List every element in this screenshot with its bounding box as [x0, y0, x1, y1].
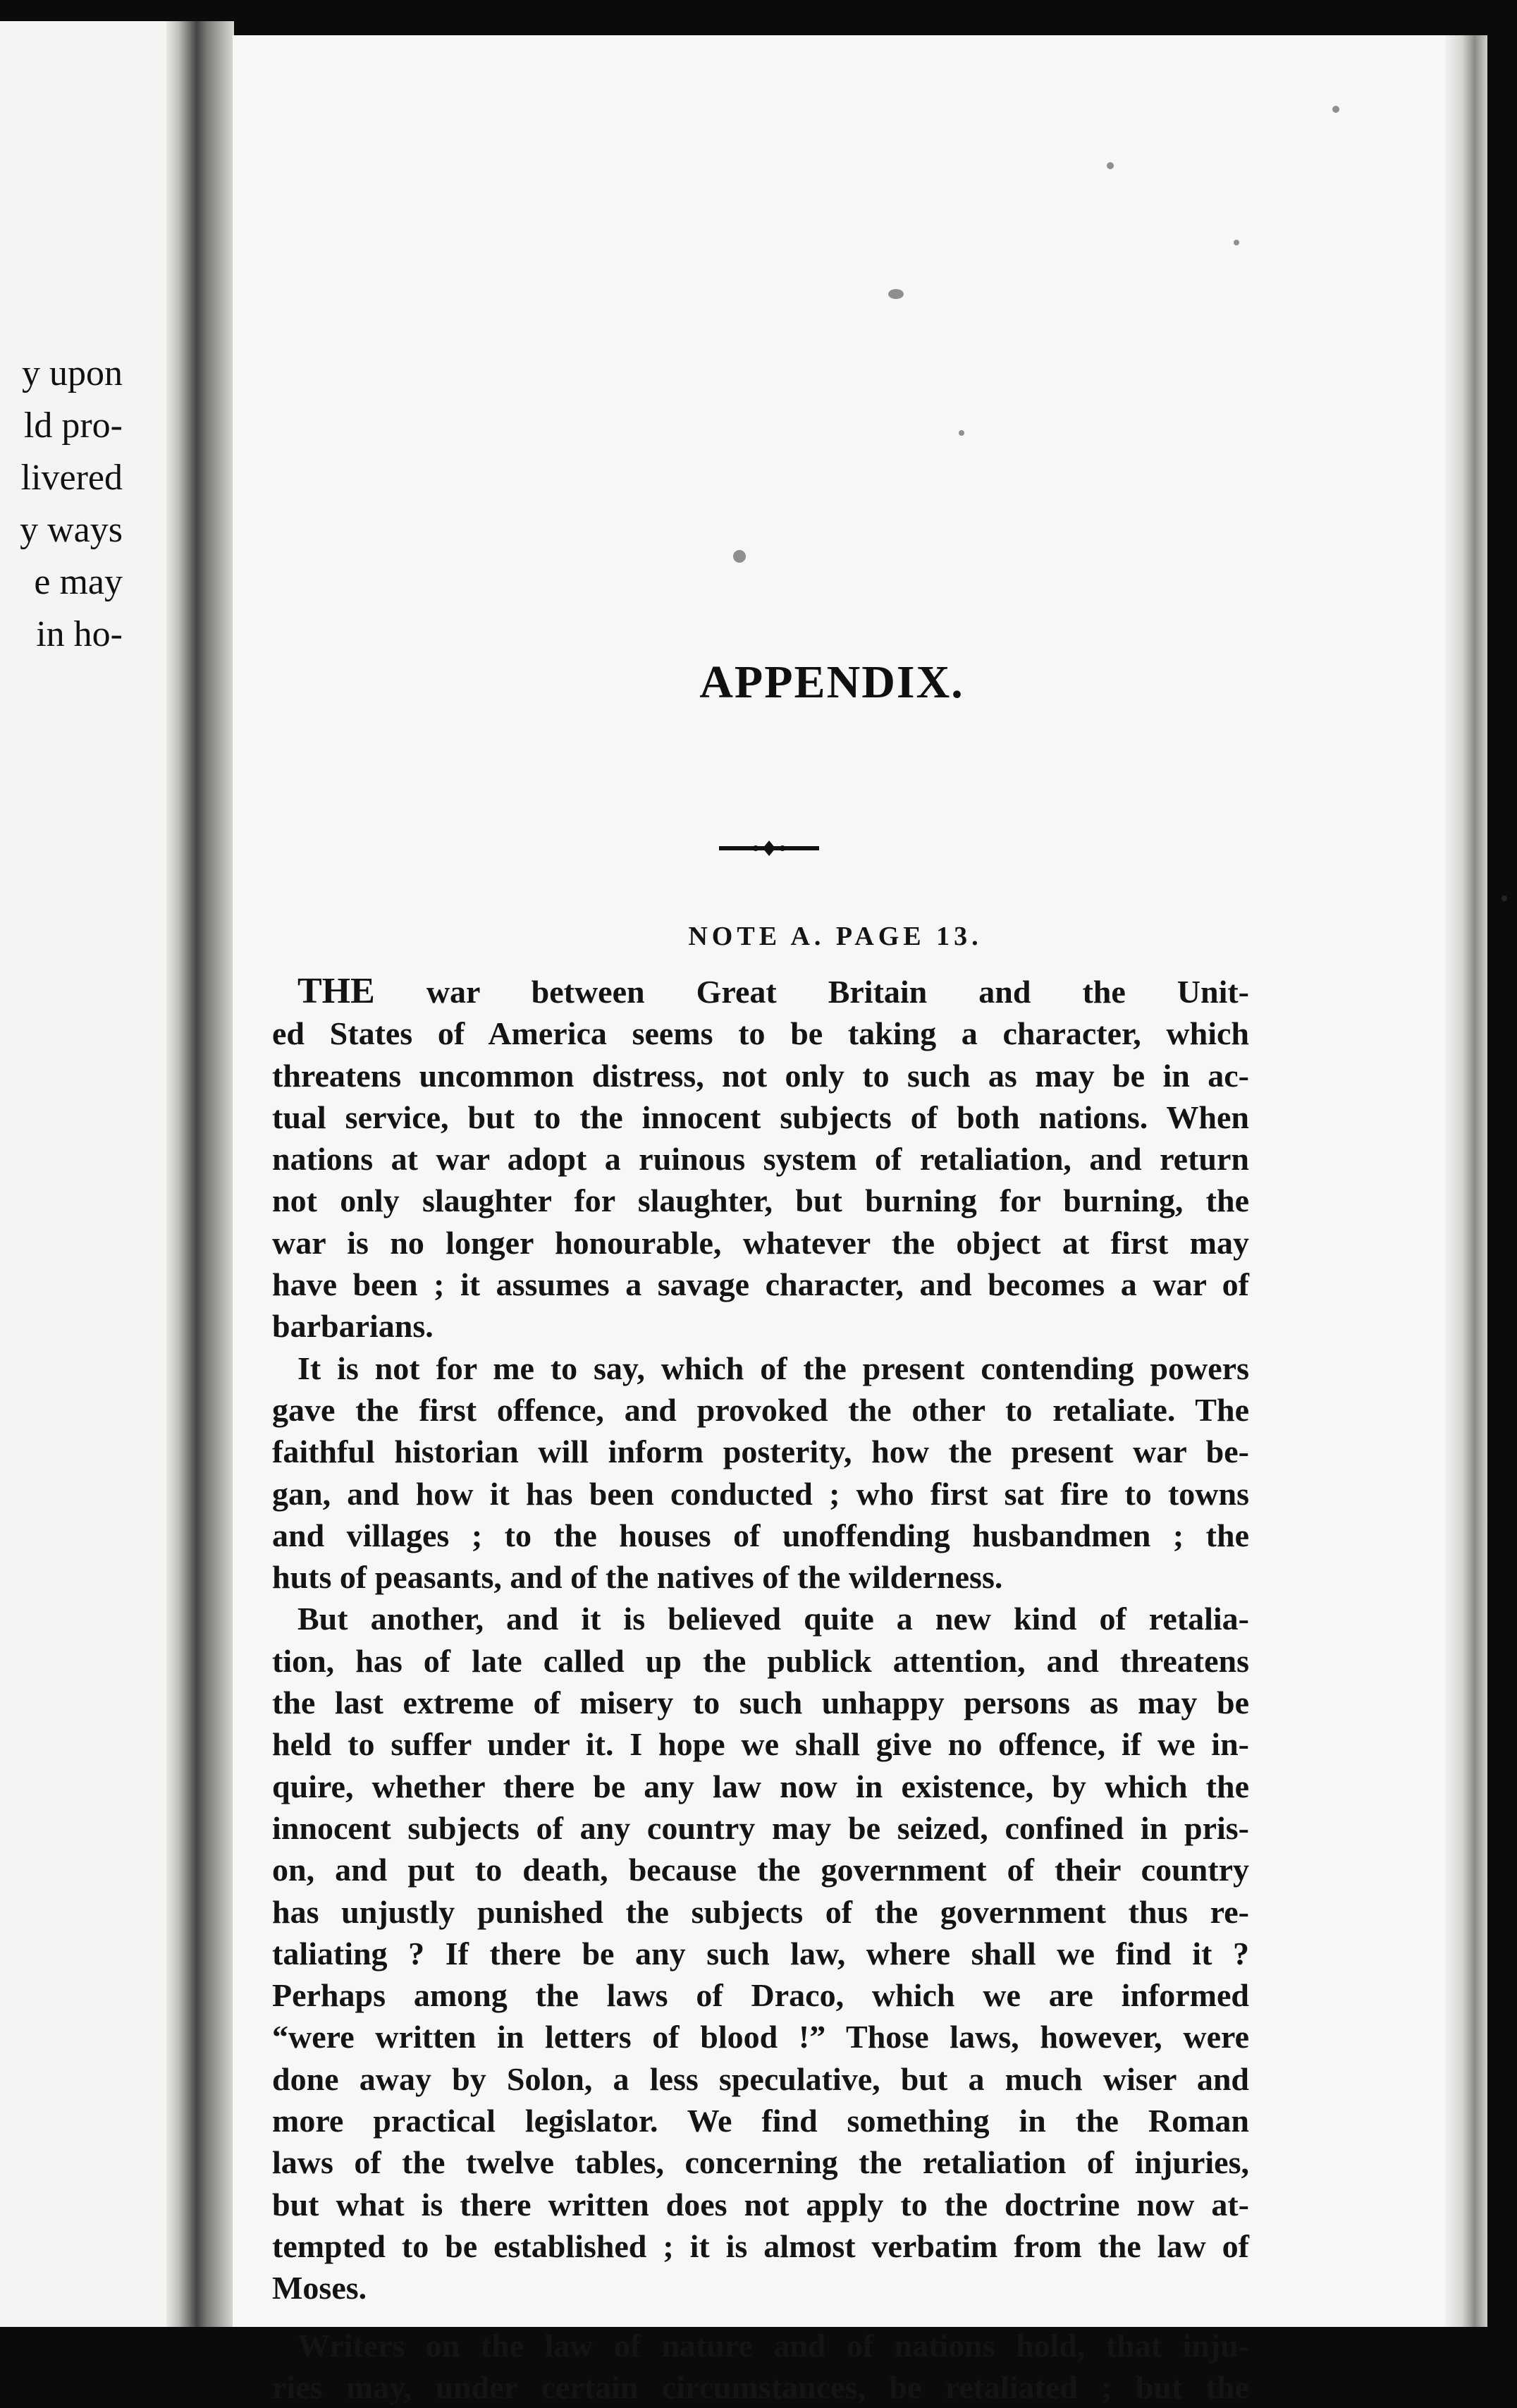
text-line: the last extreme of misery to such unhappy persons as may be [272, 1685, 1249, 1721]
text-line: gan, and how it has been conducted ; who first sat fire to towns [272, 1475, 1249, 1512]
text-line: Writers on the law of nature and of nations hold, that inju- [297, 2327, 1249, 2364]
text-line: But another, and it is believed quite a new kind of retalia- [297, 1601, 1249, 1637]
paper-speck [1332, 106, 1339, 113]
appendix-page [233, 35, 1487, 2405]
paper-speck [1234, 240, 1239, 245]
text-line: faithful historian will inform posterity, how the present war be- [272, 1434, 1249, 1470]
left-page-fragment: y upon [22, 353, 123, 393]
text-line: held to suffer under it. I hope we shall give no offence, if we in- [272, 1726, 1249, 1763]
text-line: war is no longer honourable, whatever the object at first may [272, 1224, 1249, 1261]
left-page-fragment: y ways [20, 510, 123, 550]
text-line: huts of peasants, and of the natives of the wilderness. [272, 1559, 1003, 1596]
text-line: but what is there written does not apply to the doctrine now at- [272, 2186, 1249, 2223]
text-line: done away by Solon, a less speculative, but a much wiser and [272, 2060, 1249, 2097]
paper-speck [1107, 162, 1114, 169]
text-line: and villages ; to the houses of unoffending husbandmen ; the [272, 1517, 1249, 1553]
text-line: innocent subjects of any country may be seized, confined in pris- [272, 1809, 1249, 1846]
paper-speck [733, 550, 746, 563]
paper-speck [959, 430, 964, 436]
left-page-fragment: ld pro- [23, 405, 123, 446]
book-gutter-shadow [166, 21, 234, 2327]
text-line: on, and put to death, because the government of their country [272, 1852, 1249, 1888]
text-line [272, 970, 1249, 1013]
appendix-heading: APPENDIX. [699, 656, 964, 708]
text-line: tual service, but to the innocent subjects of both nations. When [272, 1099, 1249, 1135]
page-fore-edge [1445, 35, 1487, 2327]
text-line: taliating ? If there be any such law, where shall we find it ? [272, 1935, 1249, 1972]
text-line-content: war between Great Britain and the Unit- [374, 974, 1249, 1010]
paper-speck [888, 289, 904, 299]
text-line: gave the first offence, and provoked the other to retaliate. The [272, 1391, 1249, 1428]
text-line: It is not for me to say, which of the present contending powers [297, 1350, 1249, 1386]
text-line: have been ; it assumes a savage character, and becomes a war of [272, 1266, 1249, 1303]
text-line: ries may, under certain circumstances, be retaliated ; but the [272, 2369, 1249, 2405]
text-line: nations at war adopt a ruinous system of retaliation, and return [272, 1141, 1249, 1178]
left-page-fragment: e may [34, 562, 123, 602]
paper-speck [1501, 896, 1507, 901]
text-line: not only slaughter for slaughter, but burning for burning, the [272, 1182, 1249, 1219]
text-line: has unjustly punished the subjects of the government thus re- [272, 1893, 1249, 1930]
left-page-fragment: livered [20, 458, 123, 498]
text-line: tempted to be established ; it is almost verbatim from the law of [272, 2227, 1249, 2264]
text-line: barbarians. [272, 1308, 434, 1345]
text-line: ed States of America seems to be taking a character, which [272, 1015, 1249, 1052]
text-line: quire, whether there be any law now in existence, by which the [272, 1768, 1249, 1804]
appendix-body-text [272, 970, 1249, 2408]
note-heading: NOTE A. PAGE 13. [688, 922, 983, 951]
text-line: “were written in letters of blood !” Those laws, however, were [272, 2019, 1249, 2055]
text-line: Moses. [272, 2270, 367, 2306]
text-line: laws of the twelve tables, concerning the retaliation of injuries, [272, 2144, 1249, 2181]
text-line: threatens uncommon distress, not only to such as may be in ac- [272, 1057, 1249, 1094]
ornamental-rule-icon [716, 838, 822, 859]
text-line: Perhaps among the laws of Draco, which we are informed [272, 1977, 1249, 2014]
left-page-fragment: in ho- [36, 614, 123, 654]
text-line: more practical legislator. We find something in the Roman [272, 2103, 1249, 2139]
paragraph-lead-word: THE [297, 971, 375, 1011]
text-line: tion, has of late called up the publick attention, and threatens [272, 1642, 1249, 1679]
